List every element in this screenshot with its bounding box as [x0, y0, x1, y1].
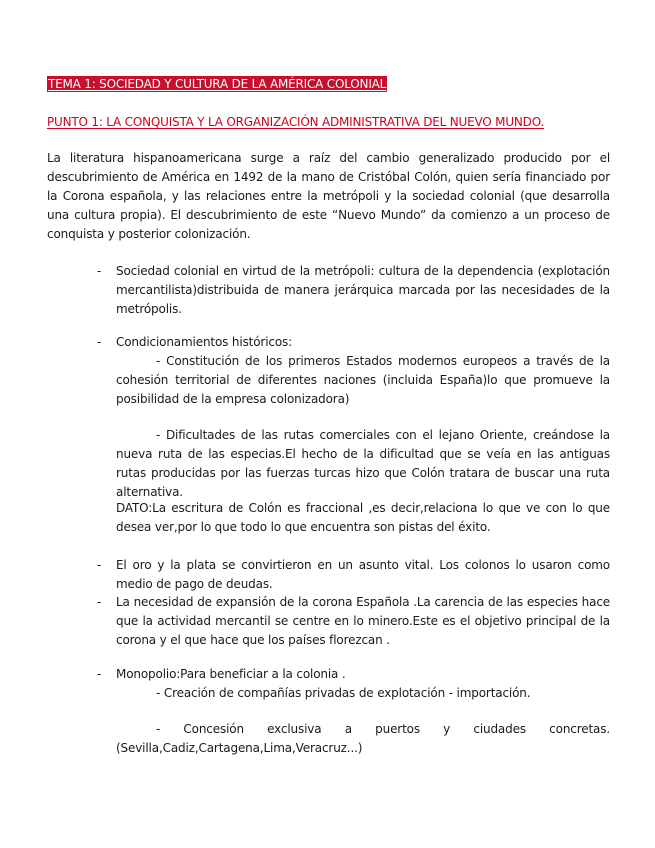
document-title: TEMA 1: SOCIEDAD Y CULTURA DE LA AMÉRICA COLONIAL [48, 77, 387, 91]
sub-item-modern-states: - Constitución de los primeros Estados modernos europeos a través de la cohesión territorial de diferentes naciones (incluida España)lo que promueve la posibilidad de la empresa colonizadora) [116, 354, 610, 406]
sub-item-trade-routes: - Dificultades de las rutas comerciales con el lejano Oriente, creándose la nueva ruta de las especias.El hecho de la dificultad que se veía en las antiguas rutas producidas por las fuerzas turcas hizo que Colón tratara de buscar una ruta alternativa. [116, 428, 610, 499]
sub-item-exclusive-concession-cities: (Sevilla,Cadiz,Cartagena,Lima,Veracruz...) [116, 741, 363, 755]
bullet-dash: - [97, 667, 102, 681]
bullet-dash: - [97, 595, 102, 609]
section-heading: PUNTO 1: LA CONQUISTA Y LA ORGANIZACIÓN ADMINISTRATIVA DEL NUEVO MUNDO. [47, 115, 545, 129]
bullet-crown-expansion: La necesidad de expansión de la corona Española .La carencia de las especies hace que la actividad mercantil se centre en lo minero.Este es el objetivo principal de la corona y el que hace que los países florezcan . [116, 595, 610, 647]
intro-paragraph: La literatura hispanoamericana surge a raíz del cambio generalizado producido por el descubrimiento de América en 1492 de la mano de Cristóbal Colón, quien sería financiado por la Corona española, y las relaciones entre la metrópoli y la sociedad colonial (que desarrolla una cultura propia). El descubrimiento de este “Nuevo Mundo” da comienzo a un proceso de conquista y posterior colonización. [47, 151, 610, 241]
bullet-historical-conditions: Condicionamientos históricos: [116, 335, 293, 349]
bullet-gold-silver: El oro y la plata se convirtieron en un asunto vital. Los colonos lo usaron como medio de pago de deudas. [116, 558, 610, 591]
bullet-dash: - [97, 335, 102, 349]
sub-item-exclusive-concession: - Concesión exclusiva a puertos y ciudades concretas. [156, 722, 610, 736]
bullet-dash: - [97, 264, 102, 278]
sub-item-private-companies: - Creación de compañías privadas de explotación - importación. [156, 686, 531, 700]
bullet-monopoly: Monopolio:Para beneficiar a la colonia . [116, 667, 346, 681]
dato-note: DATO:La escritura de Colón es fraccional ,es decir,relaciona lo que ve con lo que desea ver,por lo que todo lo que encuentra son pistas del éxito. [116, 501, 610, 534]
bullet-colonial-society: Sociedad colonial en virtud de la metrópoli: cultura de la dependencia (explotación mercantilista)distribuida de manera jerárquica marcada por las necesidades de la metrópolis. [116, 264, 610, 316]
bullet-dash: - [97, 558, 102, 572]
